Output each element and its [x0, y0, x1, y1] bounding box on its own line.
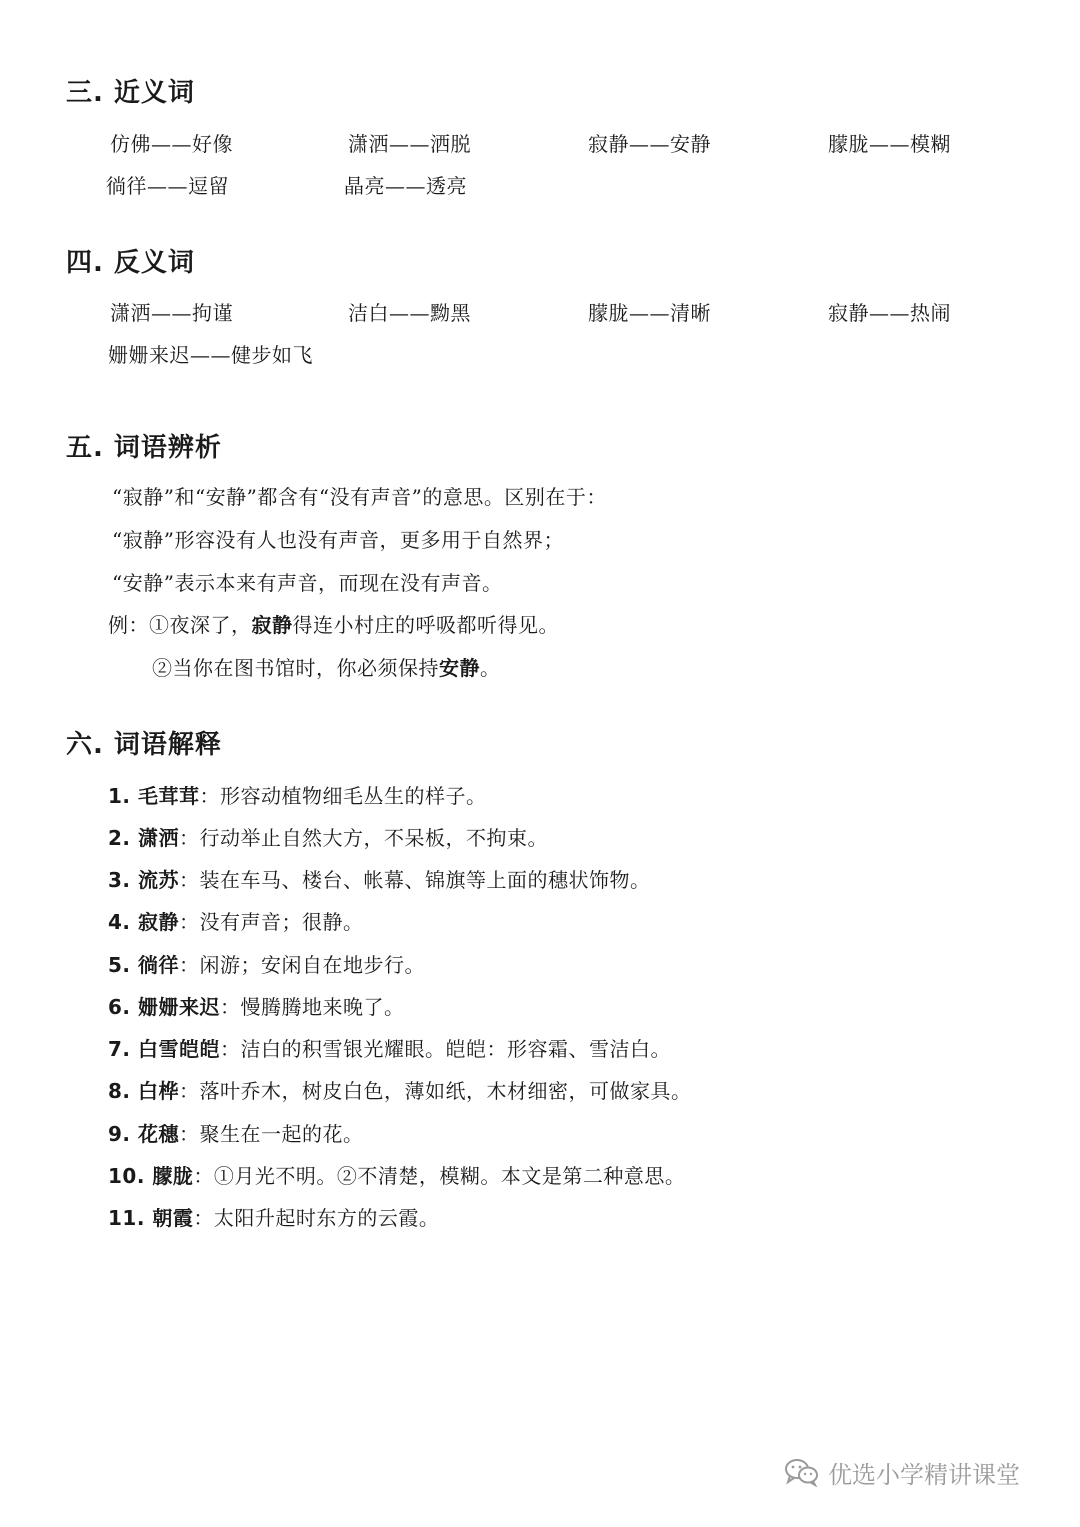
analysis-line: “安静”表示本来有声音，而现在没有声音。: [112, 571, 503, 595]
section-title-analysis: 五. 词语辨析: [66, 433, 222, 463]
definition-item: 5. 徜徉：闲游；安闲自在地步行。: [108, 953, 425, 977]
synonym-pair: 仿佛——好像: [110, 132, 233, 156]
synonym-pair: 潇洒——洒脱: [348, 132, 471, 156]
section-title-definitions: 六. 词语解释: [66, 730, 222, 760]
definition-term: 3. 流苏: [108, 868, 179, 892]
section-title-synonyms: 三. 近义词: [66, 78, 195, 108]
definition-term: 6. 姗姗来迟: [108, 995, 220, 1019]
definition-item: 1. 毛茸茸：形容动植物细毛丛生的样子。: [108, 784, 487, 808]
definition-item: 3. 流苏：装在车马、楼台、帐幕、锦旗等上面的穗状饰物。: [108, 868, 651, 892]
synonym-pair: 晶亮——透亮: [344, 174, 467, 198]
synonym-pair: 徜徉——逗留: [106, 174, 229, 198]
definition-term: 11. 朝霞: [108, 1206, 194, 1230]
definition-term: 9. 花穗: [108, 1122, 179, 1146]
definition-term: 1. 毛茸茸: [108, 784, 200, 808]
definition-item: 10. 朦胧：①月光不明。②不清楚，模糊。本文是第二种意思。: [108, 1164, 686, 1188]
definition-term: 10. 朦胧: [108, 1164, 194, 1188]
watermark-text: 优选小学精讲课堂: [828, 1460, 1020, 1489]
analysis-line: “寂静”形容没有人也没有声音，更多用于自然界；: [112, 528, 564, 552]
watermark: [784, 1454, 1020, 1490]
antonym-pair: 洁白——黝黑: [348, 301, 471, 325]
highlight-word: 安静: [439, 656, 480, 680]
wechat-icon: [784, 1457, 820, 1487]
definition-item: 6. 姗姗来迟：慢腾腾地来晚了。: [108, 995, 405, 1019]
definition-item: 9. 花穗：聚生在一起的花。: [108, 1122, 364, 1146]
antonym-pair: 寂静——热闹: [828, 301, 951, 325]
definition-term: 4. 寂静: [108, 910, 179, 934]
definition-term: 7. 白雪皑皑: [108, 1037, 220, 1061]
analysis-line: “寂静”和“安静”都含有“没有声音”的意思。区别在于：: [112, 485, 607, 509]
definition-item: 2. 潇洒：行动举止自然大方，不呆板，不拘束。: [108, 826, 548, 850]
example-sentence-1: 例：①夜深了，寂静得连小村庄的呼吸都听得见。: [108, 613, 559, 637]
synonym-pair: 朦胧——模糊: [828, 132, 951, 156]
antonym-pair: 潇洒——拘谨: [110, 301, 233, 325]
synonym-pair: 寂静——安静: [588, 132, 711, 156]
definition-term: 5. 徜徉: [108, 953, 179, 977]
definition-item: 8. 白桦：落叶乔木，树皮白色，薄如纸，木材细密，可做家具。: [108, 1079, 692, 1103]
definition-item: 11. 朝霞：太阳升起时东方的云霞。: [108, 1206, 440, 1230]
example-sentence-2: ②当你在图书馆时，你必须保持安静。: [152, 656, 501, 680]
definition-item: 7. 白雪皑皑：洁白的积雪银光耀眼。皑皑：形容霜、雪洁白。: [108, 1037, 671, 1061]
definition-term: 2. 潇洒: [108, 826, 179, 850]
definition-term: 8. 白桦: [108, 1079, 179, 1103]
definition-item: 4. 寂静：没有声音；很静。: [108, 910, 364, 934]
antonym-pair: 朦胧——清晰: [588, 301, 711, 325]
highlight-word: 寂静: [251, 613, 293, 637]
section-title-antonyms: 四. 反义词: [66, 248, 195, 278]
antonym-pair: 姗姗来迟——健步如飞: [108, 343, 313, 367]
